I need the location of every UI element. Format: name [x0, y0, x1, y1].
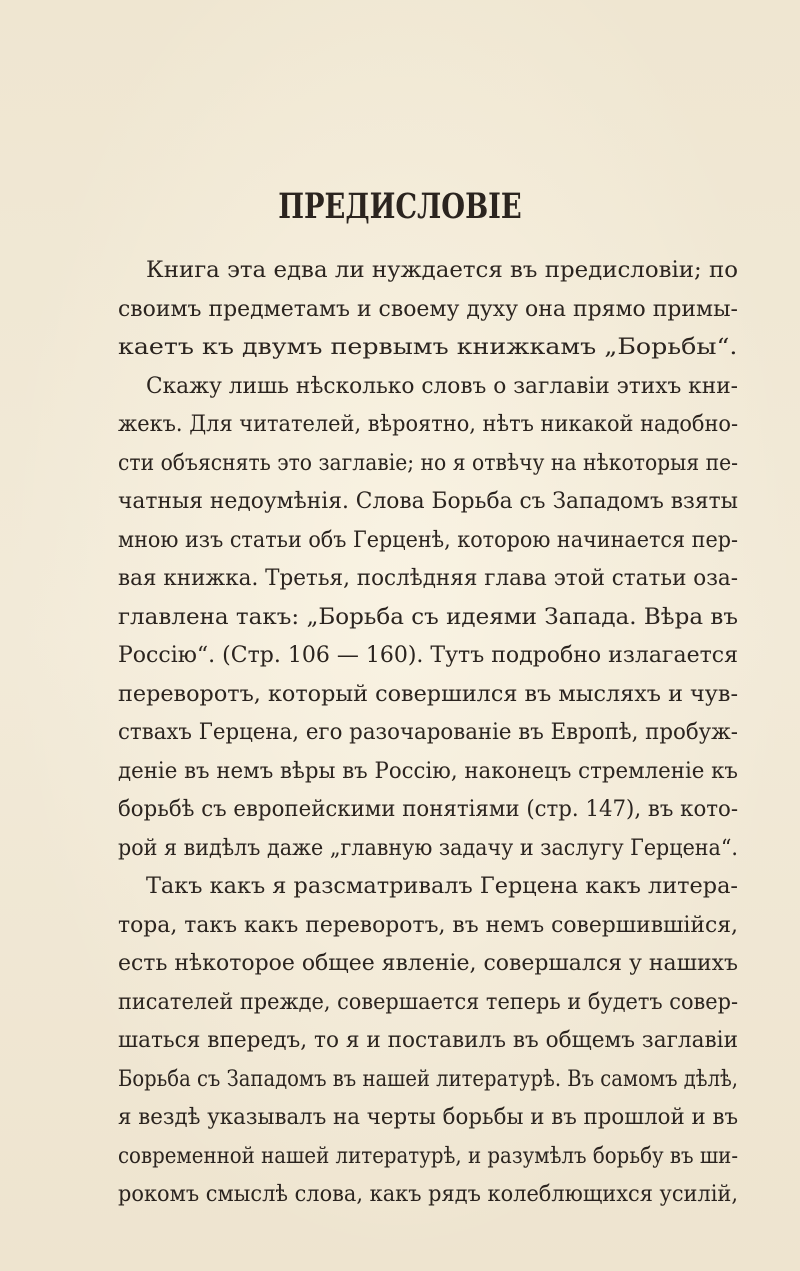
text-line: чатныя недоумѣнія. Слова Борьба съ Западомъ взяты [118, 489, 738, 514]
text-line: писателей прежде, совершается теперь и будетъ совер- [118, 989, 739, 1015]
text-line: переворотъ, который совершился въ мысляхъ и чув- [118, 681, 738, 707]
text-line: главлена такъ: „Борьба съ идеями Запада. Вѣра въ [118, 604, 738, 630]
text-line: Борьба съ Западомъ въ нашей литературѣ. Въ самомъ дѣлѣ, [118, 1066, 739, 1092]
text-line: я вездѣ указывалъ на черты борьбы и въ прошлой и въ [118, 1105, 739, 1130]
text-line: современной нашей литературѣ, и разумѣлъ борьбу въ ши- [118, 1143, 739, 1169]
text-line: тора, такъ какъ переворотъ, въ немъ совершившійся, [118, 912, 739, 938]
text-line: шаться впередъ, то я и поставилъ въ общемъ заглавіи [118, 1028, 738, 1053]
text-line: сти объяснять это заглавіе; но я отвѣчу на нѣкоторыя пе- [118, 450, 738, 476]
page-title: ПРЕДИСЛОВІЕ [278, 186, 522, 227]
text-line: рокомъ смыслѣ слова, какъ рядъ колеблющихся усилій, [118, 1182, 738, 1207]
text-line: рой я видѣлъ даже „главную задачу и заслугу Герцена“. [118, 835, 738, 861]
text-line: деніе въ немъ вѣры въ Россію, наконецъ стремленіе къ [118, 758, 738, 784]
text-line: мною изъ статьи объ Герценѣ, которою начинается пер- [118, 527, 738, 553]
text-block [118, 252, 738, 1215]
text-line: есть нѣкоторое общее явленіе, совершался у нашихъ [118, 951, 739, 976]
text-line: борьбѣ съ европейскими понятіями (стр. 147), въ кото- [118, 797, 739, 822]
text-line: ствахъ Герцена, его разочарованіе въ Европѣ, пробуж- [118, 720, 738, 745]
text-line: Скажу лишь нѣсколько словъ о заглавіи этихъ кни- [146, 373, 738, 399]
text-line: Россію“. (Стр. 106 — 160). Тутъ подробно излагается [118, 643, 738, 668]
text-line: жекъ. Для читателей, вѣроятно, нѣтъ никакой надобно- [118, 412, 739, 437]
text-line: Такъ какъ я разсматривалъ Герцена какъ литера- [146, 874, 739, 899]
text-line: своимъ предметамъ и своему духу она прямо примы- [118, 296, 738, 322]
text-line: вая книжка. Третья, послѣдняя глава этой статьи оза- [118, 566, 739, 591]
text-line: Книга эта едва ли нуждается въ предисловіи; по [146, 258, 739, 283]
text-line: каетъ къ двумъ первымъ книжкамъ „Борьбы“. [118, 335, 738, 360]
